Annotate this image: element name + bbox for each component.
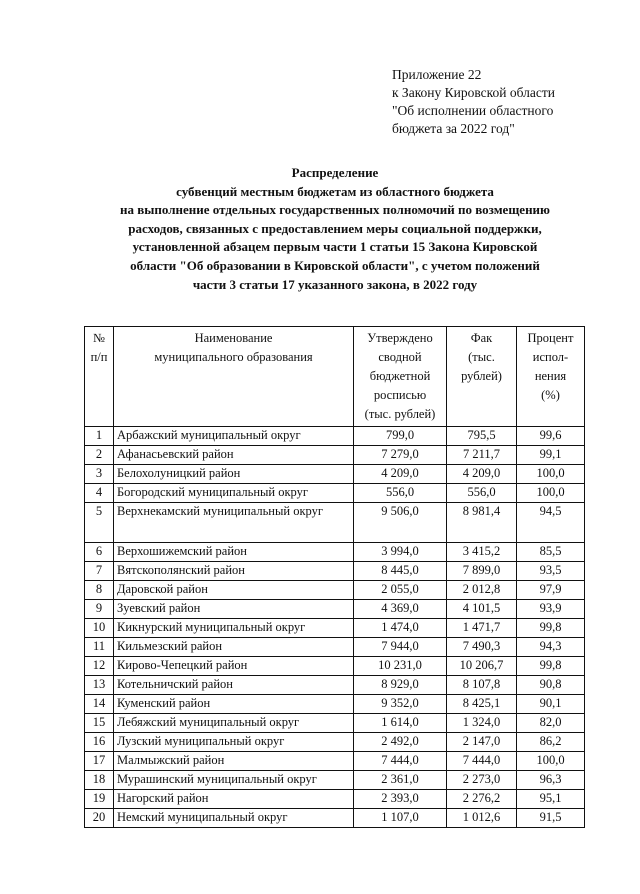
row-approved: 1 474,0	[354, 619, 447, 638]
appendix-line: бюджета за 2022 год"	[392, 121, 515, 136]
row-percent: 100,0	[517, 752, 585, 771]
row-num: 16	[85, 733, 114, 752]
row-approved: 1 614,0	[354, 714, 447, 733]
row-fact: 10 206,7	[447, 657, 517, 676]
row-num: 10	[85, 619, 114, 638]
row-percent: 90,1	[517, 695, 585, 714]
row-num: 18	[85, 771, 114, 790]
row-fact: 795,5	[447, 427, 517, 446]
row-approved: 1 107,0	[354, 809, 447, 828]
table-row	[85, 446, 585, 465]
row-name: Малмыжский район	[114, 752, 354, 771]
row-fact: 1 012,6	[447, 809, 517, 828]
table-row	[85, 427, 585, 446]
table-row	[85, 695, 585, 714]
table-row	[85, 562, 585, 581]
row-num: 14	[85, 695, 114, 714]
table-row	[85, 657, 585, 676]
row-num: 3	[85, 465, 114, 484]
table-row	[85, 543, 585, 562]
row-name: Кикнурский муниципальный округ	[114, 619, 354, 638]
row-num: 9	[85, 600, 114, 619]
row-name: Арбажский муниципальный округ	[114, 427, 354, 446]
table-row	[85, 619, 585, 638]
row-approved: 2 361,0	[354, 771, 447, 790]
row-num: 20	[85, 809, 114, 828]
table-row	[85, 503, 585, 543]
row-percent: 100,0	[517, 465, 585, 484]
subsidy-table	[84, 326, 585, 828]
row-approved: 9 352,0	[354, 695, 447, 714]
table-row	[85, 638, 585, 657]
row-num: 2	[85, 446, 114, 465]
row-percent: 99,6	[517, 427, 585, 446]
row-num: 15	[85, 714, 114, 733]
row-fact: 8 981,4	[447, 503, 517, 543]
table-row	[85, 581, 585, 600]
row-fact: 7 211,7	[447, 446, 517, 465]
row-name: Лузский муниципальный округ	[114, 733, 354, 752]
row-name: Афанасьевский район	[114, 446, 354, 465]
header-fact: Фак (тыс. рублей)	[447, 327, 517, 427]
row-name: Куменский район	[114, 695, 354, 714]
table-row	[85, 733, 585, 752]
header-num: № п/п	[85, 327, 114, 427]
table-row	[85, 465, 585, 484]
row-approved: 7 944,0	[354, 638, 447, 657]
row-percent: 95,1	[517, 790, 585, 809]
header-name: Наименование муниципального образования	[114, 327, 354, 427]
row-percent: 97,9	[517, 581, 585, 600]
row-num: 5	[85, 503, 114, 543]
row-name: Кильмезский район	[114, 638, 354, 657]
row-approved: 799,0	[354, 427, 447, 446]
row-approved: 7 279,0	[354, 446, 447, 465]
row-fact: 2 273,0	[447, 771, 517, 790]
row-name: Верхошижемский район	[114, 543, 354, 562]
title-line: Распределение	[291, 165, 379, 180]
row-percent: 99,8	[517, 619, 585, 638]
title-line: части 3 статьи 17 указанного закона, в 2022 году	[192, 276, 478, 292]
row-num: 11	[85, 638, 114, 657]
row-name: Кирово-Чепецкий район	[114, 657, 354, 676]
row-approved: 2 492,0	[354, 733, 447, 752]
row-num: 6	[85, 543, 114, 562]
title-line: субвенций местным бюджетам из областного бюджета	[176, 183, 494, 199]
row-fact: 7 899,0	[447, 562, 517, 581]
row-fact: 2 012,8	[447, 581, 517, 600]
row-fact: 1 324,0	[447, 714, 517, 733]
table-row	[85, 752, 585, 771]
row-approved: 3 994,0	[354, 543, 447, 562]
row-percent: 99,8	[517, 657, 585, 676]
row-approved: 2 393,0	[354, 790, 447, 809]
row-name: Богородский муниципальный округ	[114, 484, 354, 503]
row-approved: 8 445,0	[354, 562, 447, 581]
row-num: 4	[85, 484, 114, 503]
row-fact: 4 101,5	[447, 600, 517, 619]
row-name: Зуевский район	[114, 600, 354, 619]
row-name: Котельничский район	[114, 676, 354, 695]
row-approved: 556,0	[354, 484, 447, 503]
table-row	[85, 484, 585, 503]
row-fact: 1 471,7	[447, 619, 517, 638]
row-name: Даровской район	[114, 581, 354, 600]
appendix-line: Приложение 22	[392, 67, 482, 82]
title-line: установленной абзацем первым части 1 статьи 15 Закона Кировской	[132, 239, 538, 255]
row-approved: 4 369,0	[354, 600, 447, 619]
row-percent: 93,9	[517, 600, 585, 619]
row-fact: 8 107,8	[447, 676, 517, 695]
row-percent: 93,5	[517, 562, 585, 581]
row-fact: 2 147,0	[447, 733, 517, 752]
row-name: Немский муниципальный округ	[114, 809, 354, 828]
row-fact: 3 415,2	[447, 543, 517, 562]
row-approved: 2 055,0	[354, 581, 447, 600]
title-line: области "Об образовании в Кировской области", с учетом положений	[130, 257, 540, 273]
row-percent: 82,0	[517, 714, 585, 733]
row-name: Лебяжский муниципальный округ	[114, 714, 354, 733]
row-num: 17	[85, 752, 114, 771]
row-name: Вятскополянский район	[114, 562, 354, 581]
row-percent: 99,1	[517, 446, 585, 465]
row-num: 13	[85, 676, 114, 695]
row-approved: 4 209,0	[354, 465, 447, 484]
row-fact: 7 444,0	[447, 752, 517, 771]
row-num: 1	[85, 427, 114, 446]
appendix-line: к Закону Кировской области	[392, 85, 556, 100]
row-name: Верхнекамский муниципальный округ	[114, 503, 354, 543]
row-fact: 4 209,0	[447, 465, 517, 484]
row-percent: 85,5	[517, 543, 585, 562]
row-name: Нагорский район	[114, 790, 354, 809]
row-name: Белохолуницкий район	[114, 465, 354, 484]
row-num: 19	[85, 790, 114, 809]
row-fact: 7 490,3	[447, 638, 517, 657]
table-row	[85, 676, 585, 695]
row-num: 8	[85, 581, 114, 600]
row-approved: 9 506,0	[354, 503, 447, 543]
row-fact: 2 276,2	[447, 790, 517, 809]
row-percent: 91,5	[517, 809, 585, 828]
table-header-row	[85, 327, 585, 427]
row-approved: 8 929,0	[354, 676, 447, 695]
row-percent: 90,8	[517, 676, 585, 695]
table-row	[85, 790, 585, 809]
header-percent: Процент испол- нения (%)	[517, 327, 585, 427]
row-percent: 94,3	[517, 638, 585, 657]
row-percent: 100,0	[517, 484, 585, 503]
table-row	[85, 600, 585, 619]
row-approved: 7 444,0	[354, 752, 447, 771]
row-num: 7	[85, 562, 114, 581]
document-title	[60, 164, 610, 294]
row-approved: 10 231,0	[354, 657, 447, 676]
row-num: 12	[85, 657, 114, 676]
table-row	[85, 809, 585, 828]
header-approved: Утверждено сводной бюджетной росписью (тыс. рублей)	[354, 327, 447, 427]
table-row	[85, 714, 585, 733]
row-percent: 96,3	[517, 771, 585, 790]
table-row	[85, 771, 585, 790]
title-line: на выполнение отдельных государственных полномочий по возмещению	[120, 202, 550, 218]
appendix-header	[392, 66, 632, 138]
title-line: расходов, связанных с предоставлением меры социальной поддержки,	[128, 220, 542, 236]
row-percent: 94,5	[517, 503, 585, 543]
row-fact: 556,0	[447, 484, 517, 503]
row-name: Мурашинский муниципальный округ	[114, 771, 354, 790]
row-fact: 8 425,1	[447, 695, 517, 714]
appendix-line: "Об исполнении областного	[392, 103, 554, 118]
row-percent: 86,2	[517, 733, 585, 752]
